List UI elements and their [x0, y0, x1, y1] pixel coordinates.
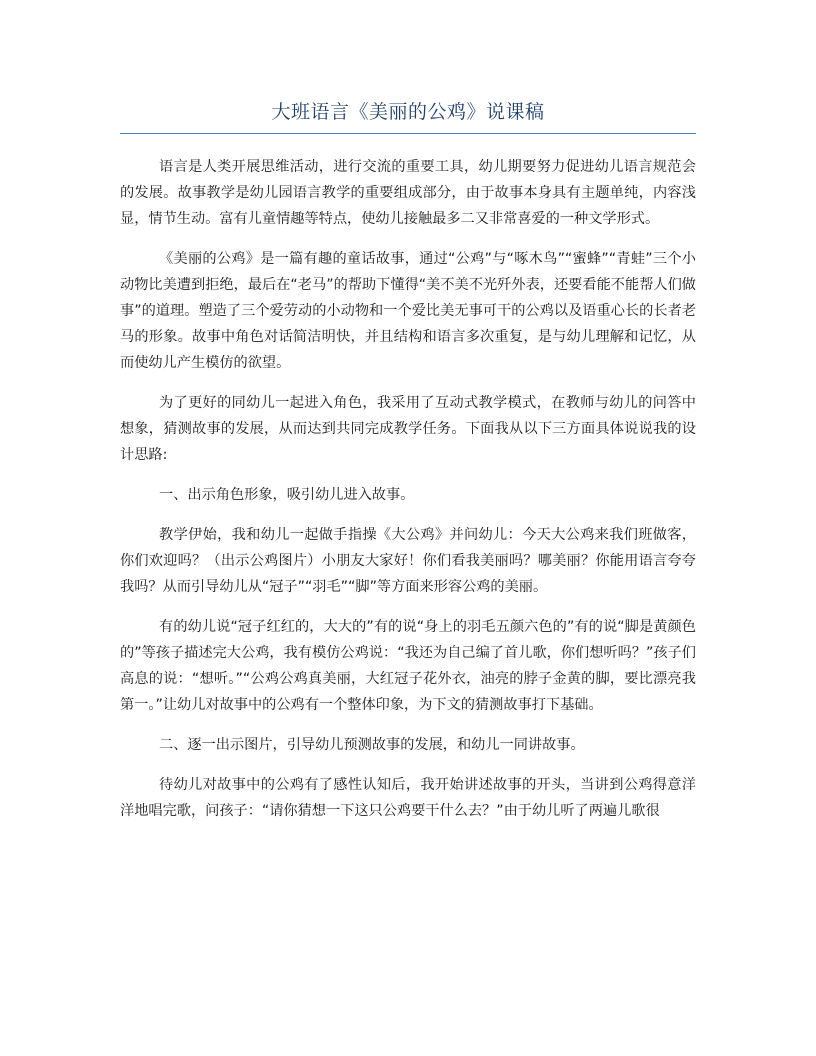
- paragraph-intro: 语言是人类开展思维活动，进行交流的重要工具，幼儿期要努力促进幼儿语言规范会的发展。故事教学是幼儿园语言教学的重要组成部分，由于故事本身具有主题单纯，内容浅显，情节生动。富有儿童情趣等特点，使幼儿接触最多二又非常喜爱的一种文学形式。: [120, 159, 696, 227]
- paragraph-story-telling: 待幼儿对故事中的公鸡有了感性认知后，我开始讲述故事的开头，当讲到公鸡得意洋洋地唱完歌，问孩子：“请你猜想一下这只公鸡要干什么去？”由于幼儿听了两遍儿歌很: [120, 777, 696, 819]
- paragraph-opening-activity: 教学伊始，我和幼儿一起做手指操《大公鸡》并问幼儿：今天大公鸡来我们班做客，你们欢迎吗？（出示公鸡图片）小朋友大家好！你们看我美丽吗？哪美丽？你能用语言夸夸我吗？从而引导幼儿从“冠子”“羽毛”“脚”等方面来形容公鸡的美丽。: [120, 527, 696, 595]
- section-heading-2: 二、逐一出示图片，引导幼儿预测故事的发展，和幼儿一同讲故事。: [159, 737, 585, 753]
- paragraph-teaching-mode: 为了更好的同幼儿一起进入角色，我采用了互动式教学模式，在教师与幼儿的问答中想象，猜测故事的发展，从而达到共同完成教学任务。下面我从以下三方面具体说说我的设计思路:: [120, 395, 696, 463]
- paragraph-children-description: 有的幼儿说“冠子红红的，大大的”有的说“身上的羽毛五颜六色的”有的说“脚是黄颜色的”等孩子描述完大公鸡，我有模仿公鸡说：“我还为自己编了首儿歌，你们想听吗？”孩子们高息的说：“想听。”“公鸡公鸡真美丽，大红冠子花外衣，油亮的脖子金黄的脚，要比漂亮我第一。”让幼儿对故事中的公鸡有一个整体印象，为下文的猜测故事打下基础。: [120, 619, 696, 713]
- document-title: 大班语言《美丽的公鸡》说课稿: [271, 101, 545, 123]
- title-underline: [120, 133, 696, 134]
- paragraph-story-summary: 《美丽的公鸡》是一篇有趣的童话故事，通过“公鸡”与“啄木鸟”“蜜蜂”“青蛙”三个小动物比美遭到拒绝，最后在“老马”的帮助下懂得“美不美不光歼外表，还要看能不能帮人们做事”的道理。塑造了三个爱劳动的小动物和一个爱比美无事可干的公鸡以及语重心长的长者老马的形象。故事中角色对话简洁明快，并且结构和语言多次重复，是与幼儿理解和记忆，从而使幼儿产生模仿的欲望。: [120, 251, 696, 371]
- document-body: [120, 154, 696, 838]
- section-heading-1: 一、出示角色形象，吸引幼儿进入故事。: [159, 487, 415, 503]
